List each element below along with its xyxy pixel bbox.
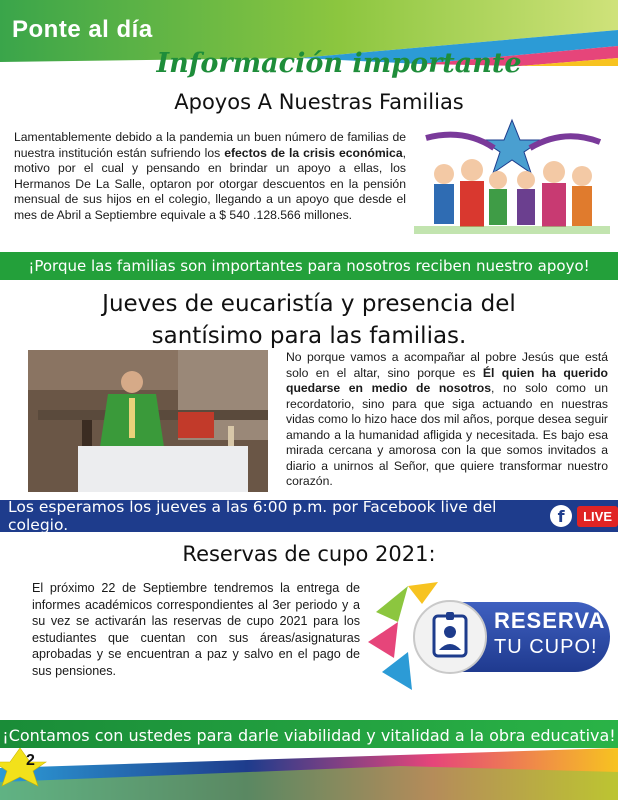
reserva-button-line1: RESERVA	[494, 608, 606, 633]
eucaristia-paragraph: No porque vamos a acompañar al pobre Jesús que está solo en el altar, sino porque es Él quien ha querido quedarse en medio de nosotros, no solo como un recordatorio, sino para que siga actuando en nuestras vidas como lo hizo hace dos mil años, porque desea seguir amando a la humanidad afligida y necesitada. Es bajo esa mirada cercana y amorosa con la que somos invitados a diario a unirnos al Señor, que quiere transformar nuestro corazón.	[286, 350, 608, 488]
page-subtitle: Información importante	[156, 48, 522, 79]
section-title-jueves	[0, 288, 618, 352]
apoyos-banner: ¡Porque las familias son importantes para nosotros reciben nuestro apoyo!	[0, 252, 618, 280]
section-title-jueves-line2: santísimo para las familias.	[151, 323, 467, 349]
live-badge[interactable]: LIVE	[577, 506, 618, 527]
footer-decoration	[0, 748, 618, 800]
facebook-live-widget[interactable]	[550, 505, 618, 527]
apoyos-paragraph: Lamentablemente debido a la pandemia un buen número de familias de nuestra institución están sufriendo los efectos de la crisis económica, motivo por el cual y pensando en brindar un apoyo a ellas, los Hermanos De La Salle, optaron por otorgar descuentos en la pensión mensual de sus hijos en el colegio, llegando a un apoyo que desde el mes de Abril a Septiembre equivale a $ 540 .128.566 millones.	[14, 130, 407, 222]
mass-photo	[28, 350, 268, 492]
facebook-live-text: Los esperamos los jueves a las 6:00 p.m. por Facebook live del colegio.	[8, 498, 497, 534]
page-number: 2	[26, 752, 35, 769]
reserva-cupo-button[interactable]	[368, 582, 612, 694]
page-title: Ponte al día	[12, 16, 153, 43]
reserva-button-line2: TU CUPO!	[494, 636, 598, 658]
facebook-icon[interactable]: f	[550, 505, 572, 527]
section-title-apoyos: Apoyos A Nuestras Familias	[174, 90, 464, 114]
footer-banner: ¡Contamos con ustedes para darle viabilidad y vitalidad a la obra educativa!	[0, 720, 618, 750]
facebook-live-banner	[0, 500, 618, 532]
reservas-paragraph: El próximo 22 de Septiembre tendremos la entrega de informes académicos correspondientes al 3er periodo y a su vez se activarán las reservas de cupo 2021 para los estudiantes que cuentan con sus áreas/asignaturas aprobadas y se encuentran a paz y salvo en el pago de sus pensiones.	[32, 581, 360, 678]
family-illustration	[414, 118, 610, 250]
section-title-reservas: Reservas de cupo 2021:	[182, 542, 436, 566]
section-title-jueves-line1: Jueves de eucaristía y presencia del	[102, 291, 516, 317]
